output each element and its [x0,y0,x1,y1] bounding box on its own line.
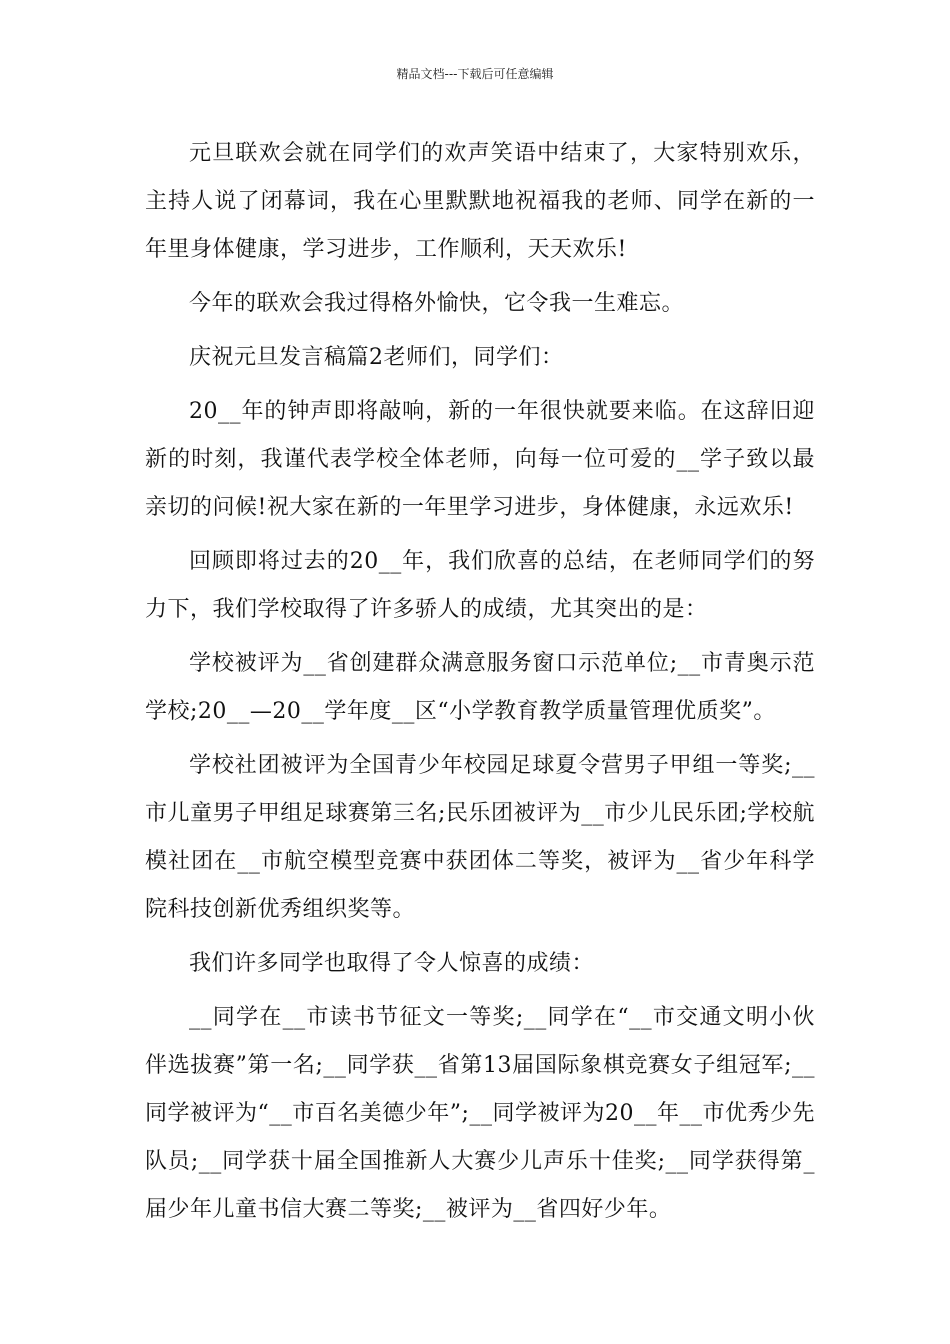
paragraph-review-intro: 回顾即将过去的20__年，我们欣喜的总结，在老师同学们的努力下，我们学校取得了许多骄人的成绩，尤其突出的是： [145,549,815,622]
paragraph-club-honors: 学校社团被评为全国青少年校园足球夏令营男子甲组一等奖;__市儿童男子甲组足球赛第三名;民乐团被评为__市少儿民乐团;学校航模社团在__市航空模型竞赛中获团体二等奖，被评为__省少年科学院科技创新优秀组织奖等。 [145,753,815,922]
paragraph-speech-title: 庆祝元旦发言稿篇2老师们，同学们： [189,345,564,370]
paragraph-student-honors: __同学在__市读书节征文一等奖;__同学在“__市交通文明小伙伴选拔赛”第一名;__同学获__省第13届国际象棋竞赛女子组冠军;__同学被评为“__市百名美德少年”;__同学被评为20__年__市优秀少先队员;__同学获十届全国推新人大赛少儿声乐十佳奖;__同学获得第_届少年儿童书信大赛二等奖;__被评为__省四好少年。 [145,1005,815,1222]
document-body [145,130,815,1240]
paragraph-school-honors: 学校被评为__省创建群众满意服务窗口示范单位;__市青奥示范学校;20__—20__学年度__区“小学教育教学质量管理优质奖”。 [145,651,815,724]
paragraph-student-intro: 我们许多同学也取得了令人惊喜的成绩： [189,951,595,976]
page-header: 精品文档---下载后可任意编辑 [396,67,554,81]
paragraph-closing-ceremony: 元旦联欢会就在同学们的欢声笑语中结束了，大家特别欢乐，主持人说了闭幕词，我在心里默默地祝福我的老师、同学在新的一年里身体健康，学习进步，工作顺利，天天欢乐! [145,141,815,262]
paragraph-new-year-greeting: 20__年的钟声即将敲响，新的一年很快就要来临。在这辞旧迎新的时刻，我谨代表学校全体老师，向每一位可爱的__学子致以最亲切的问候!祝大家在新的一年里学习进步，身体健康，永远欢乐! [145,399,815,520]
paragraph-unforgettable: 今年的联欢会我过得格外愉快，它令我一生难忘。 [189,291,685,316]
